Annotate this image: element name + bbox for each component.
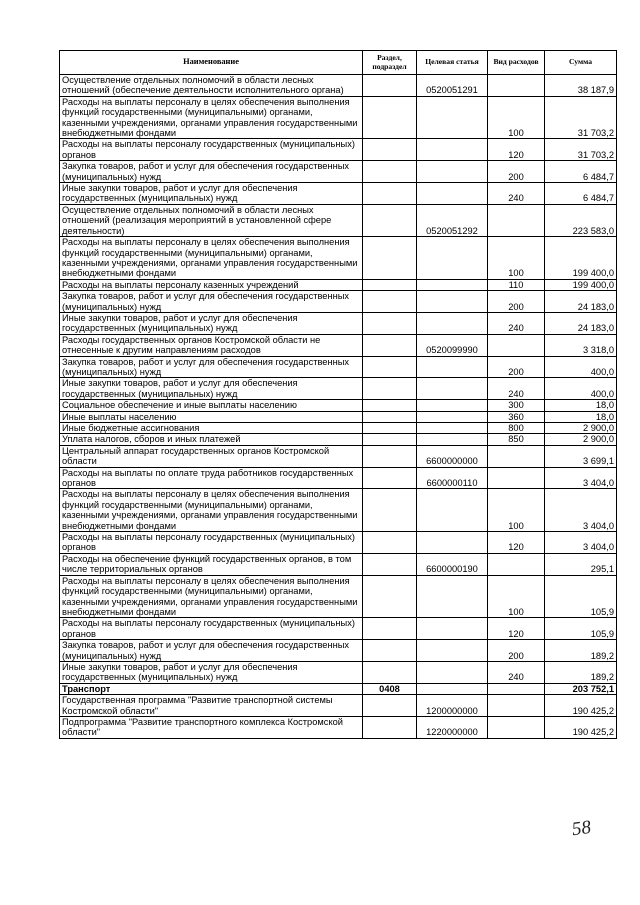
cell-section bbox=[363, 618, 417, 640]
cell-sum: 24 183,0 bbox=[545, 312, 617, 334]
cell-section bbox=[363, 695, 417, 717]
cell-section bbox=[363, 575, 417, 618]
cell-sum: 105,9 bbox=[545, 618, 617, 640]
cell-name: Осуществление отдельных полномочий в области лесных отношений (реализация мероприятий в установленной сфере деятельности) bbox=[60, 204, 363, 236]
cell-kind bbox=[488, 75, 545, 97]
cell-section bbox=[363, 204, 417, 236]
table-row bbox=[60, 279, 617, 290]
table-row bbox=[60, 695, 617, 717]
cell-name: Расходы на выплаты персоналу государственных (муниципальных) органов bbox=[60, 139, 363, 161]
table-row bbox=[60, 183, 617, 205]
cell-sum: 189,2 bbox=[545, 640, 617, 662]
cell-kind bbox=[488, 334, 545, 356]
cell-target: 0520051292 bbox=[417, 204, 488, 236]
cell-sum: 6 484,7 bbox=[545, 183, 617, 205]
table-row bbox=[60, 204, 617, 236]
cell-sum: 38 187,9 bbox=[545, 75, 617, 97]
cell-kind: 300 bbox=[488, 400, 545, 411]
cell-section: 0408 bbox=[363, 683, 417, 694]
cell-target bbox=[417, 618, 488, 640]
cell-target bbox=[417, 683, 488, 694]
cell-section bbox=[363, 661, 417, 683]
table-row bbox=[60, 334, 617, 356]
table-row bbox=[60, 423, 617, 434]
cell-section bbox=[363, 400, 417, 411]
cell-section bbox=[363, 434, 417, 445]
table-row bbox=[60, 683, 617, 694]
cell-kind: 200 bbox=[488, 161, 545, 183]
cell-name: Расходы на выплаты персоналу государственных (муниципальных) органов bbox=[60, 618, 363, 640]
table-row bbox=[60, 575, 617, 618]
cell-name: Закупка товаров, работ и услуг для обеспечения государственных (муниципальных) нужд bbox=[60, 640, 363, 662]
cell-name: Осуществление отдельных полномочий в области лесных отношений (обеспечение деятельности исполнительного органа) bbox=[60, 75, 363, 97]
cell-kind bbox=[488, 695, 545, 717]
cell-target: 6600000190 bbox=[417, 553, 488, 575]
cell-sum: 24 183,0 bbox=[545, 291, 617, 313]
cell-sum: 6 484,7 bbox=[545, 161, 617, 183]
cell-name: Иные закупки товаров, работ и услуг для обеспечения государственных (муниципальных) нужд bbox=[60, 661, 363, 683]
table-row bbox=[60, 661, 617, 683]
table-row bbox=[60, 532, 617, 554]
cell-target: 1220000000 bbox=[417, 716, 488, 738]
table-row bbox=[60, 312, 617, 334]
cell-name: Иные закупки товаров, работ и услуг для обеспечения государственных (муниципальных) нужд bbox=[60, 312, 363, 334]
cell-kind: 240 bbox=[488, 183, 545, 205]
table-row bbox=[60, 96, 617, 139]
cell-section bbox=[363, 183, 417, 205]
cell-name: Закупка товаров, работ и услуг для обеспечения государственных (муниципальных) нужд bbox=[60, 161, 363, 183]
cell-kind: 100 bbox=[488, 575, 545, 618]
cell-kind: 110 bbox=[488, 279, 545, 290]
cell-target bbox=[417, 356, 488, 378]
cell-kind: 240 bbox=[488, 312, 545, 334]
cell-name: Иные выплаты населению bbox=[60, 411, 363, 422]
cell-sum: 190 425,2 bbox=[545, 716, 617, 738]
cell-kind bbox=[488, 445, 545, 467]
cell-sum: 3 699,1 bbox=[545, 445, 617, 467]
cell-target: 1200000000 bbox=[417, 695, 488, 717]
cell-section bbox=[363, 411, 417, 422]
table-row bbox=[60, 75, 617, 97]
cell-kind: 360 bbox=[488, 411, 545, 422]
cell-target bbox=[417, 532, 488, 554]
cell-section bbox=[363, 279, 417, 290]
cell-kind bbox=[488, 683, 545, 694]
cell-sum: 190 425,2 bbox=[545, 695, 617, 717]
cell-sum: 203 752,1 bbox=[545, 683, 617, 694]
cell-target: 0520051291 bbox=[417, 75, 488, 97]
cell-section bbox=[363, 334, 417, 356]
cell-name: Расходы на выплаты персоналу в целях обеспечения выполнения функций государственными (муниципальными) органами, казенными учреждениями, органами управления государственными внебюджетными фондами bbox=[60, 575, 363, 618]
table-row bbox=[60, 489, 617, 532]
cell-kind: 240 bbox=[488, 378, 545, 400]
cell-sum: 31 703,2 bbox=[545, 139, 617, 161]
cell-sum: 18,0 bbox=[545, 400, 617, 411]
cell-name: Расходы на обеспечение функций государственных органов, в том числе территориальных органов bbox=[60, 553, 363, 575]
table-row bbox=[60, 640, 617, 662]
table-row bbox=[60, 434, 617, 445]
cell-section bbox=[363, 75, 417, 97]
cell-name: Иные закупки товаров, работ и услуг для обеспечения государственных (муниципальных) нужд bbox=[60, 183, 363, 205]
cell-target bbox=[417, 489, 488, 532]
cell-name: Расходы на выплаты персоналу государственных (муниципальных) органов bbox=[60, 532, 363, 554]
cell-name: Закупка товаров, работ и услуг для обеспечения государственных (муниципальных) нужд bbox=[60, 356, 363, 378]
cell-sum: 105,9 bbox=[545, 575, 617, 618]
cell-target bbox=[417, 378, 488, 400]
cell-section bbox=[363, 237, 417, 280]
cell-name: Расходы на выплаты персоналу казенных учреждений bbox=[60, 279, 363, 290]
cell-target bbox=[417, 434, 488, 445]
cell-sum: 199 400,0 bbox=[545, 279, 617, 290]
cell-sum: 223 583,0 bbox=[545, 204, 617, 236]
cell-sum: 3 318,0 bbox=[545, 334, 617, 356]
cell-section bbox=[363, 161, 417, 183]
cell-target bbox=[417, 139, 488, 161]
cell-kind: 100 bbox=[488, 237, 545, 280]
cell-section bbox=[363, 716, 417, 738]
cell-kind: 850 bbox=[488, 434, 545, 445]
cell-kind: 200 bbox=[488, 640, 545, 662]
cell-target bbox=[417, 661, 488, 683]
cell-name: Иные бюджетные ассигнования bbox=[60, 423, 363, 434]
cell-name: Расходы государственных органов Костромской области не отнесенные к другим направлениям расходов bbox=[60, 334, 363, 356]
cell-sum: 3 404,0 bbox=[545, 467, 617, 489]
cell-sum: 2 900,0 bbox=[545, 434, 617, 445]
table-row bbox=[60, 400, 617, 411]
header-name: Наименование bbox=[60, 51, 363, 75]
page-number: 58 bbox=[570, 816, 593, 841]
table-row bbox=[60, 445, 617, 467]
cell-target: 6600000000 bbox=[417, 445, 488, 467]
table-row bbox=[60, 378, 617, 400]
cell-name: Социальное обеспечение и иные выплаты населению bbox=[60, 400, 363, 411]
table-row bbox=[60, 716, 617, 738]
cell-target bbox=[417, 411, 488, 422]
cell-section bbox=[363, 291, 417, 313]
cell-name: Центральный аппарат государственных органов Костромской области bbox=[60, 445, 363, 467]
cell-kind bbox=[488, 204, 545, 236]
cell-section bbox=[363, 139, 417, 161]
cell-kind bbox=[488, 716, 545, 738]
cell-section bbox=[363, 640, 417, 662]
cell-sum: 31 703,2 bbox=[545, 96, 617, 139]
cell-target bbox=[417, 161, 488, 183]
cell-name: Уплата налогов, сборов и иных платежей bbox=[60, 434, 363, 445]
header-target: Целевая статья bbox=[417, 51, 488, 75]
cell-name: Транспорт bbox=[60, 683, 363, 694]
cell-name: Подпрограмма "Развитие транспортного комплекса Костромской области" bbox=[60, 716, 363, 738]
table-row bbox=[60, 139, 617, 161]
cell-kind: 100 bbox=[488, 489, 545, 532]
cell-name: Иные закупки товаров, работ и услуг для обеспечения государственных (муниципальных) нужд bbox=[60, 378, 363, 400]
cell-section bbox=[363, 467, 417, 489]
cell-section bbox=[363, 445, 417, 467]
cell-kind: 200 bbox=[488, 291, 545, 313]
cell-kind: 120 bbox=[488, 139, 545, 161]
table-row bbox=[60, 553, 617, 575]
cell-kind: 120 bbox=[488, 532, 545, 554]
table-row bbox=[60, 411, 617, 422]
cell-sum: 189,2 bbox=[545, 661, 617, 683]
table-header-row bbox=[60, 51, 617, 75]
header-kind: Вид расходов bbox=[488, 51, 545, 75]
cell-kind bbox=[488, 467, 545, 489]
table-body bbox=[60, 75, 617, 739]
cell-kind bbox=[488, 553, 545, 575]
cell-sum: 18,0 bbox=[545, 411, 617, 422]
cell-target: 6600000110 bbox=[417, 467, 488, 489]
cell-kind: 120 bbox=[488, 618, 545, 640]
cell-target bbox=[417, 96, 488, 139]
table-row bbox=[60, 291, 617, 313]
cell-sum: 2 900,0 bbox=[545, 423, 617, 434]
cell-section bbox=[363, 423, 417, 434]
cell-name: Расходы на выплаты по оплате труда работников государственных органов bbox=[60, 467, 363, 489]
budget-table bbox=[59, 50, 617, 739]
cell-sum: 400,0 bbox=[545, 356, 617, 378]
cell-target bbox=[417, 183, 488, 205]
cell-section bbox=[363, 532, 417, 554]
cell-kind: 100 bbox=[488, 96, 545, 139]
cell-name: Закупка товаров, работ и услуг для обеспечения государственных (муниципальных) нужд bbox=[60, 291, 363, 313]
cell-sum: 295,1 bbox=[545, 553, 617, 575]
cell-section bbox=[363, 553, 417, 575]
cell-name: Расходы на выплаты персоналу в целях обеспечения выполнения функций государственными (муниципальными) органами, казенными учреждениями, органами управления государственными внебюджетными фондами bbox=[60, 96, 363, 139]
cell-section bbox=[363, 96, 417, 139]
cell-target bbox=[417, 279, 488, 290]
cell-section bbox=[363, 356, 417, 378]
cell-section bbox=[363, 489, 417, 532]
cell-target bbox=[417, 291, 488, 313]
cell-target bbox=[417, 400, 488, 411]
table-row bbox=[60, 161, 617, 183]
cell-target bbox=[417, 640, 488, 662]
table-row bbox=[60, 618, 617, 640]
cell-target bbox=[417, 575, 488, 618]
cell-kind: 800 bbox=[488, 423, 545, 434]
table-row bbox=[60, 467, 617, 489]
cell-kind: 240 bbox=[488, 661, 545, 683]
cell-sum: 400,0 bbox=[545, 378, 617, 400]
cell-section bbox=[363, 378, 417, 400]
cell-target: 0520099990 bbox=[417, 334, 488, 356]
table-row bbox=[60, 237, 617, 280]
cell-name: Расходы на выплаты персоналу в целях обеспечения выполнения функций государственными (муниципальными) органами, казенными учреждениями, органами управления государственными внебюджетными фондами bbox=[60, 237, 363, 280]
cell-section bbox=[363, 312, 417, 334]
cell-name: Государственная программа "Развитие транспортной системы Костромской области" bbox=[60, 695, 363, 717]
header-sum: Сумма bbox=[545, 51, 617, 75]
cell-sum: 199 400,0 bbox=[545, 237, 617, 280]
header-section: Раздел, подраздел bbox=[363, 51, 417, 75]
cell-sum: 3 404,0 bbox=[545, 489, 617, 532]
cell-sum: 3 404,0 bbox=[545, 532, 617, 554]
cell-target bbox=[417, 423, 488, 434]
cell-target bbox=[417, 312, 488, 334]
cell-name: Расходы на выплаты персоналу в целях обеспечения выполнения функций государственными (муниципальными) органами, казенными учреждениями, органами управления государственными внебюджетными фондами bbox=[60, 489, 363, 532]
cell-target bbox=[417, 237, 488, 280]
cell-kind: 200 bbox=[488, 356, 545, 378]
table-row bbox=[60, 356, 617, 378]
